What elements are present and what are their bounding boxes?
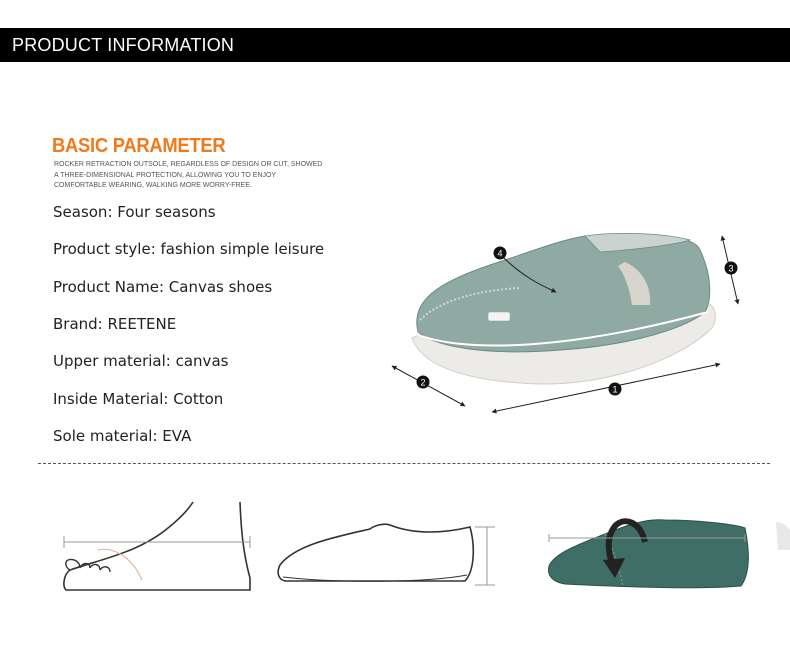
marker-1 bbox=[609, 383, 622, 396]
header-bar bbox=[0, 28, 790, 62]
param-name: Product Name: Canvas shoes bbox=[53, 278, 273, 296]
param-season: Season: Four seasons bbox=[53, 203, 216, 221]
param-inside: Inside Material: Cotton bbox=[53, 390, 224, 408]
marker-3 bbox=[725, 262, 738, 275]
param-upper: Upper material: canvas bbox=[53, 352, 229, 370]
svg-text:2: 2 bbox=[420, 377, 426, 388]
shoe-last-illustration bbox=[545, 512, 750, 594]
arrow-2 bbox=[392, 366, 465, 406]
canvas-shoe-image bbox=[412, 233, 715, 384]
basic-parameter-description: ROCKER RETRACTION OUTSOLE, REGARDLESS OF DESIGN OR CUT, SHOWED A THREE-DIMENSIONAL PROTECTION, ALLOWING YOU TO ENJOY COMFORTABLE WEARING, WALKING MORE WORRY-FREE. bbox=[54, 161, 323, 189]
svg-text:4: 4 bbox=[497, 248, 503, 259]
shoe-measurement-illustration bbox=[385, 225, 734, 425]
shoe-outline-illustration bbox=[275, 515, 497, 593]
dashed-divider bbox=[38, 463, 770, 464]
foot-outline-illustration bbox=[58, 498, 258, 593]
param-sole: Sole material: EVA bbox=[53, 427, 192, 445]
header-title: PRODUCT INFORMATION bbox=[12, 35, 235, 55]
param-brand: Brand: REETENE bbox=[53, 315, 177, 333]
marker-4 bbox=[494, 247, 507, 260]
svg-text:1: 1 bbox=[612, 384, 618, 395]
marker-2 bbox=[417, 376, 430, 389]
partial-figure-edge bbox=[770, 520, 790, 550]
param-style: Product style: fashion simple leisure bbox=[53, 240, 325, 258]
svg-text:3: 3 bbox=[728, 263, 734, 274]
basic-parameter-title: BASIC PARAMETER bbox=[52, 135, 226, 157]
